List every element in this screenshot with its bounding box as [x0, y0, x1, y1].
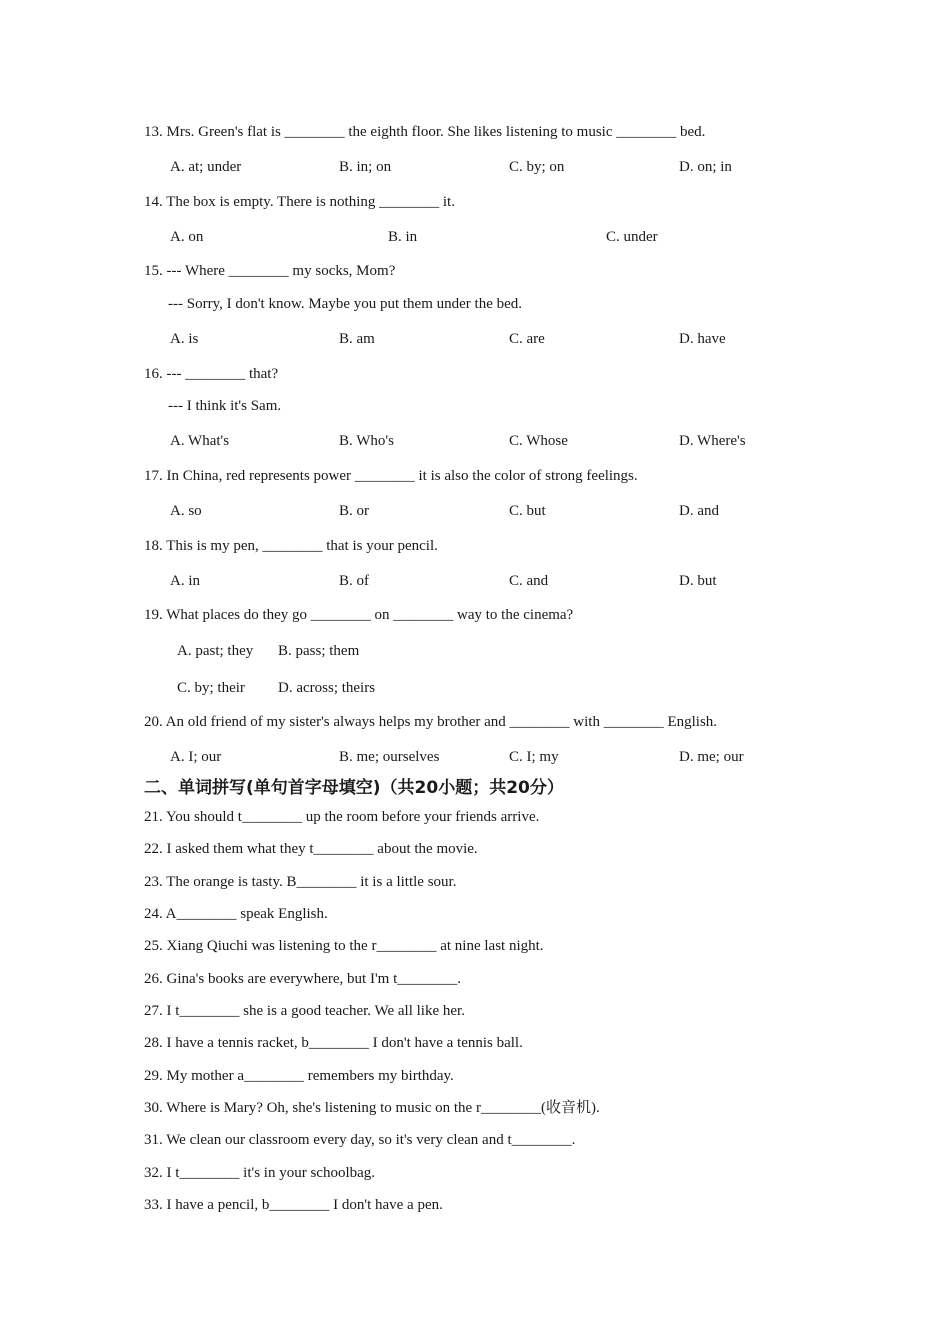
section-2-heading: 二、单词拼写(单句首字母填空)（共20小题；共20分）	[144, 778, 564, 798]
question-18-option-c: C. and	[509, 573, 549, 589]
question-15-option-d: D. have	[679, 331, 726, 347]
question-16-option-b: B. Who's	[339, 433, 394, 449]
question-18-stem: 18. This is my pen, ________ that is your pencil.	[144, 538, 438, 554]
question-20-stem: 20. An old friend of my sister's always helps my brother and ________ with ________ English.	[144, 714, 718, 730]
spelling-item-30: 30. Where is Mary? Oh, she's listening to music on the r________(收音机).	[144, 1100, 600, 1116]
spelling-item-25: 25. Xiang Qiuchi was listening to the r________ at nine last night.	[144, 938, 544, 954]
question-17-option-d: D. and	[679, 503, 719, 519]
spelling-item-26: 26. Gina's books are everywhere, but I'm t________.	[144, 971, 461, 987]
spelling-item-28: 28. I have a tennis racket, b________ I don't have a tennis ball.	[144, 1035, 523, 1051]
question-20-option-b: B. me; ourselves	[339, 749, 440, 765]
question-15-option-a: A. is	[170, 331, 199, 347]
question-14-option-c: C. under	[606, 229, 658, 245]
question-13-option-b: B. in; on	[339, 159, 392, 175]
question-17-option-b: B. or	[339, 503, 369, 519]
question-13-stem: 13. Mrs. Green's flat is ________ the eighth floor. She likes listening to music ________ bed.	[144, 124, 706, 140]
spelling-item-23: 23. The orange is tasty. B________ it is a little sour.	[144, 874, 457, 890]
question-14-option-a: A. on	[170, 229, 204, 245]
question-19-stem: 19. What places do they go ________ on ________ way to the cinema?	[144, 607, 574, 623]
question-16-stem: 16. --- ________ that?	[144, 366, 279, 382]
question-19-option-a: A. past; they	[177, 643, 254, 659]
question-15-reply: --- Sorry, I don't know. Maybe you put them under the bed.	[168, 296, 523, 312]
spelling-item-32: 32. I t________ it's in your schoolbag.	[144, 1165, 376, 1181]
question-15-stem: 15. --- Where ________ my socks, Mom?	[144, 263, 396, 279]
question-13-option-a: A. at; under	[170, 159, 242, 175]
question-20-option-d: D. me; our	[679, 749, 744, 765]
spelling-item-24: 24. A________ speak English.	[144, 906, 328, 922]
question-16-option-c: C. Whose	[509, 433, 568, 449]
question-17-option-a: A. so	[170, 503, 202, 519]
question-15-option-b: B. am	[339, 331, 375, 347]
spelling-item-31: 31. We clean our classroom every day, so it's very clean and t________.	[144, 1132, 576, 1148]
question-16-option-d: D. Where's	[679, 433, 746, 449]
question-16-reply: --- I think it's Sam.	[168, 398, 282, 414]
spelling-item-27: 27. I t________ she is a good teacher. We all like her.	[144, 1003, 465, 1019]
question-13-option-c: C. by; on	[509, 159, 565, 175]
spelling-item-33: 33. I have a pencil, b________ I don't have a pen.	[144, 1197, 443, 1213]
question-18-option-b: B. of	[339, 573, 369, 589]
question-19-option-b: B. pass; them	[278, 643, 360, 659]
spelling-item-21: 21. You should t________ up the room before your friends arrive.	[144, 809, 540, 825]
question-14-stem: 14. The box is empty. There is nothing ________ it.	[144, 194, 455, 210]
question-15-option-c: C. are	[509, 331, 545, 347]
question-20-option-a: A. I; our	[170, 749, 222, 765]
question-13-option-d: D. on; in	[679, 159, 732, 175]
question-19-option-d: D. across; theirs	[278, 680, 376, 696]
question-20-option-c: C. I; my	[509, 749, 559, 765]
question-18-option-a: A. in	[170, 573, 200, 589]
question-19-option-c: C. by; their	[177, 680, 245, 696]
spelling-item-29: 29. My mother a________ remembers my birthday.	[144, 1068, 454, 1084]
question-18-option-d: D. but	[679, 573, 717, 589]
spelling-item-22: 22. I asked them what they t________ about the movie.	[144, 841, 478, 857]
question-17-stem: 17. In China, red represents power ________ it is also the color of strong feelings.	[144, 468, 638, 484]
question-16-option-a: A. What's	[170, 433, 230, 449]
question-14-option-b: B. in	[388, 229, 418, 245]
question-17-option-c: C. but	[509, 503, 546, 519]
